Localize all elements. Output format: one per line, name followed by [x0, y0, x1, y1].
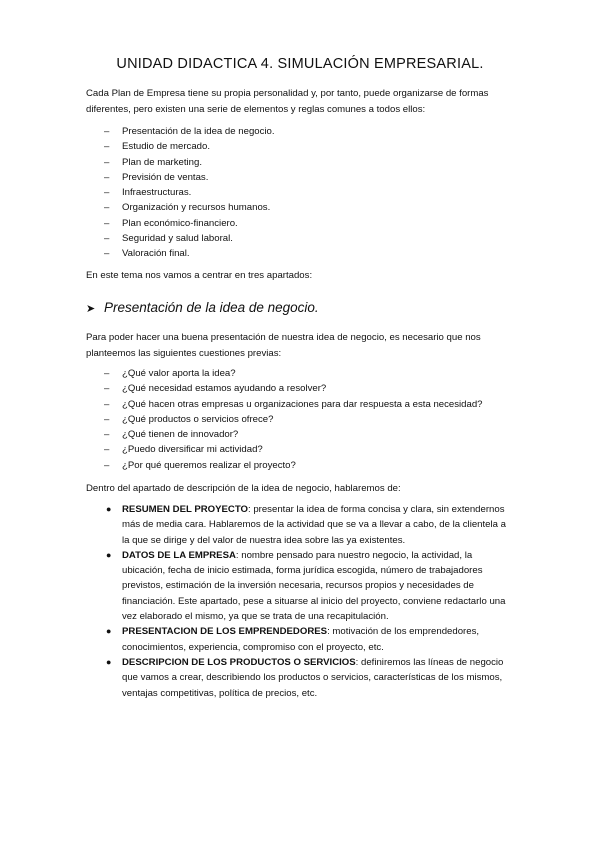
item-term: DESCRIPCION DE LOS PRODUCTOS O SERVICIOS — [122, 656, 356, 668]
round-bullet-icon: ● — [106, 656, 112, 667]
dash-bullet-icon: – — [104, 233, 110, 245]
list-item: – Organización y recursos humanos. — [104, 200, 275, 215]
dash-bullet-icon: – — [104, 171, 110, 183]
focus-paragraph: En este tema nos vamos a centrar en tres apartados: — [86, 270, 313, 281]
dash-bullet-icon: – — [104, 444, 110, 456]
list-item — [104, 624, 514, 655]
list-item: – Plan económico-financiero. — [104, 216, 275, 231]
list-item: – ¿Qué valor aporta la idea? — [104, 366, 483, 381]
page-title: UNIDAD DIDACTICA 4. SIMULACIÓN EMPRESARIAL. — [116, 56, 484, 72]
list-item — [104, 502, 514, 548]
list-item: – ¿Por qué queremos realizar el proyecto? — [104, 458, 483, 473]
item-term: RESUMEN DEL PROYECTO — [122, 504, 248, 515]
dash-bullet-icon: – — [104, 459, 110, 471]
dash-bullet-icon: – — [104, 202, 110, 214]
dash-bullet-icon: – — [104, 187, 110, 199]
list-item: – Estudio de mercado. — [104, 139, 275, 154]
round-bullet-icon: ● — [106, 549, 112, 560]
section-heading: ➤ Presentación de la idea de negocio. — [86, 300, 319, 315]
questions-list — [104, 366, 483, 473]
list-item — [104, 548, 514, 624]
item-text: : presentar la idea de forma concisa y clara, sin extendernos más de media cara. Hablaremos de la actividad que se va a llevar a cabo, de la clientela a la que se dirige y del valor de nuestra idea sobre las ya existentes. — [122, 504, 506, 546]
list-item: – Seguridad y salud laboral. — [104, 231, 275, 246]
dash-bullet-icon: – — [104, 398, 110, 410]
round-bullet-icon: ● — [106, 504, 112, 514]
round-bullet-icon: ● — [106, 626, 112, 637]
arrowhead-bullet-icon: ➤ — [86, 303, 96, 315]
item-text: : nombre pensado para nuestro negocio, la actividad, la ubicación, fecha de inicio estimada, forma jurídica escogida, número de trabajadores previstos, estimación de la inversión necesaria, recursos propios y necesidades de financiación. Este apartado, pese a situarse al inicio del proyecto, conviene redactarlo una vez elaborado el mismo, ya que se trata de una recapitulación. — [122, 549, 506, 623]
list-item: – Infraestructuras. — [104, 185, 275, 200]
description-list — [104, 502, 514, 701]
dash-bullet-icon: – — [104, 368, 110, 379]
item-text: : motivación de los emprendedores, conocimientos, experiencia, compromiso con el proyecto, etc. — [122, 626, 480, 653]
list-item — [104, 655, 514, 701]
dash-bullet-icon: – — [104, 217, 110, 229]
intro-paragraph: Cada Plan de Empresa tiene su propia personalidad y, por tanto, puede organizarse de formas diferentes, pero existen una serie de elementos y reglas comunes a todos ellos: — [86, 88, 489, 115]
plan-elements-list — [104, 124, 275, 262]
dash-bullet-icon: – — [104, 141, 110, 153]
list-item: – ¿Qué hacen otras empresas u organizaciones para dar respuesta a esta necesidad? — [104, 397, 483, 412]
list-item: – Valoración final. — [104, 246, 275, 261]
list-item: – Presentación de la idea de negocio. — [104, 124, 275, 139]
item-term: DATOS DE LA EMPRESA — [122, 549, 236, 561]
list-item: – Plan de marketing. — [104, 155, 275, 170]
dash-bullet-icon: – — [104, 248, 110, 260]
list-item: – ¿Qué necesidad estamos ayudando a resolver? — [104, 381, 483, 396]
list-item: – ¿Qué productos o servicios ofrece? — [104, 412, 483, 427]
list-item: – ¿Qué tienen de innovador? — [104, 427, 483, 442]
dash-bullet-icon: – — [104, 429, 110, 441]
list-item: – Previsión de ventas. — [104, 170, 275, 185]
dash-bullet-icon: – — [104, 383, 110, 395]
dash-bullet-icon: – — [104, 126, 110, 137]
dash-bullet-icon: – — [104, 413, 110, 425]
dash-bullet-icon: – — [104, 156, 110, 168]
description-intro-paragraph: Dentro del apartado de descripción de la idea de negocio, hablaremos de: — [86, 483, 401, 494]
item-text: : definiremos las líneas de negocio que vamos a crear, describiendo los productos o servicios, características de los mismos, ventajas competitivas, política de precios, etc. — [122, 656, 504, 699]
list-item: – ¿Puedo diversificar mi actividad? — [104, 442, 483, 457]
item-term: PRESENTACION DE LOS EMPRENDEDORES — [122, 626, 328, 638]
section-intro-paragraph: Para poder hacer una buena presentación de nuestra idea de negocio, es necesario que nos planteemos las siguientes cuestiones previas: — [86, 332, 481, 359]
